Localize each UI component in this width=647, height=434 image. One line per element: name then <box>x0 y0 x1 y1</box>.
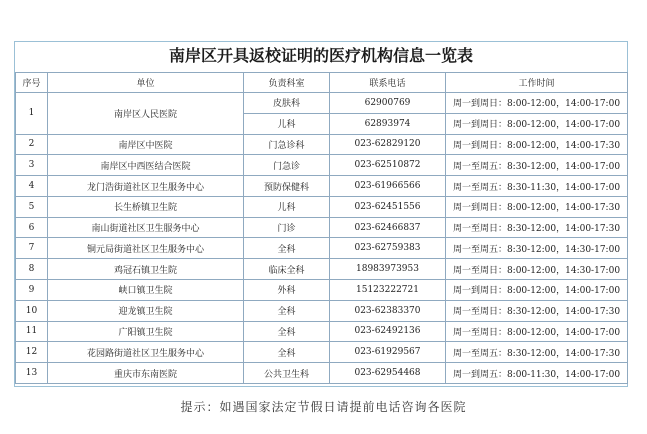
table-row <box>16 259 628 280</box>
cell-hours: 周一至周五：8:30-11:30，14:00-17:00 <box>446 176 628 197</box>
table-row <box>16 342 628 363</box>
table-row <box>16 134 628 155</box>
cell-phone: 023-62759383 <box>330 238 446 259</box>
cell-phone: 023-62954468 <box>330 363 446 384</box>
page-title: 南岸区开具返校证明的医疗机构信息一览表 <box>168 46 473 65</box>
header-phone: 联系电话 <box>330 73 446 93</box>
cell-dept: 全科 <box>244 321 330 342</box>
cell-phone: 62893974 <box>330 113 446 134</box>
cell-no: 2 <box>16 134 48 155</box>
cell-unit: 迎龙镇卫生院 <box>48 300 244 321</box>
institution-table <box>15 72 628 384</box>
table-row <box>16 300 628 321</box>
cell-hours: 周一至周日：8:30-12:00，14:00-17:30 <box>446 217 628 238</box>
cell-unit: 广阳镇卫生院 <box>48 321 244 342</box>
cell-phone: 18983973953 <box>330 259 446 280</box>
cell-dept: 全科 <box>244 238 330 259</box>
cell-dept: 门诊 <box>244 217 330 238</box>
cell-phone: 023-62829120 <box>330 134 446 155</box>
cell-hours: 周一至周五：8:30-12:00，14:30-17:00 <box>446 238 628 259</box>
header-row <box>16 73 628 93</box>
cell-dept: 门急诊 <box>244 155 330 176</box>
cell-phone: 15123222721 <box>330 280 446 301</box>
cell-hours: 周一至周五：8:30-12:00，14:00-17:30 <box>446 342 628 363</box>
header-no: 序号 <box>16 73 48 93</box>
cell-hours: 周一到周日：8:00-12:00，14:00-17:30 <box>446 196 628 217</box>
cell-no: 4 <box>16 176 48 197</box>
cell-hours: 周一至周日：8:30-12:00，14:00-17:30 <box>446 300 628 321</box>
cell-dept: 全科 <box>244 342 330 363</box>
cell-hours: 周一至周日：8:00-12:00，14:00-17:00 <box>446 321 628 342</box>
header-unit: 单位 <box>48 73 244 93</box>
cell-no: 6 <box>16 217 48 238</box>
table-row <box>16 321 628 342</box>
cell-unit: 鸡冠石镇卫生院 <box>48 259 244 280</box>
cell-phone: 62900769 <box>330 93 446 114</box>
table-row <box>16 280 628 301</box>
cell-unit: 南山街道社区卫生服务中心 <box>48 217 244 238</box>
cell-phone: 023-61966566 <box>330 176 446 197</box>
table-row <box>16 363 628 384</box>
cell-unit: 峡口镇卫生院 <box>48 280 244 301</box>
cell-no: 3 <box>16 155 48 176</box>
cell-hours: 周一至周日：8:00-12:00，14:30-17:00 <box>446 259 628 280</box>
table-row <box>16 93 628 114</box>
cell-phone: 023-62383370 <box>330 300 446 321</box>
table-body <box>16 93 628 384</box>
cell-phone: 023-62492136 <box>330 321 446 342</box>
header-hours: 工作时间 <box>446 73 628 93</box>
cell-hours: 周一到周五：8:00-11:30，14:00-17:00 <box>446 363 628 384</box>
table-row <box>16 176 628 197</box>
cell-no: 8 <box>16 259 48 280</box>
cell-dept: 公共卫生科 <box>244 363 330 384</box>
cell-hours: 周一到周日：8:00-12:00，14:00-17:00 <box>446 113 628 134</box>
table-row <box>16 155 628 176</box>
footer-note: 提示：如遇国家法定节假日请提前电话咨询各医院 <box>180 400 467 414</box>
cell-dept: 门急诊科 <box>244 134 330 155</box>
cell-no: 1 <box>16 93 48 135</box>
cell-dept: 临床全科 <box>244 259 330 280</box>
cell-dept: 皮肤科 <box>244 93 330 114</box>
cell-unit: 南岸区中西医结合医院 <box>48 155 244 176</box>
cell-unit: 南岸区人民医院 <box>48 93 244 135</box>
header-dept: 负责科室 <box>244 73 330 93</box>
cell-hours: 周一到周日：8:00-12:00，14:00-17:30 <box>446 134 628 155</box>
cell-no: 13 <box>16 363 48 384</box>
cell-unit: 长生桥镇卫生院 <box>48 196 244 217</box>
cell-unit: 龙门浩街道社区卫生服务中心 <box>48 176 244 197</box>
cell-no: 9 <box>16 280 48 301</box>
cell-no: 5 <box>16 196 48 217</box>
cell-phone: 023-62466837 <box>330 217 446 238</box>
cell-unit: 铜元局街道社区卫生服务中心 <box>48 238 244 259</box>
cell-hours: 周一到周日：8:00-12:00，14:00-17:00 <box>446 93 628 114</box>
cell-dept: 预防保健科 <box>244 176 330 197</box>
cell-phone: 023-61929567 <box>330 342 446 363</box>
cell-no: 12 <box>16 342 48 363</box>
cell-phone: 023-62510872 <box>330 155 446 176</box>
cell-hours: 周一到周日：8:00-12:00，14:00-17:00 <box>446 280 628 301</box>
cell-no: 10 <box>16 300 48 321</box>
cell-dept: 全科 <box>244 300 330 321</box>
cell-no: 7 <box>16 238 48 259</box>
cell-dept: 儿科 <box>244 113 330 134</box>
cell-dept: 外科 <box>244 280 330 301</box>
cell-phone: 023-62451556 <box>330 196 446 217</box>
table-row <box>16 196 628 217</box>
table-row <box>16 238 628 259</box>
cell-unit: 南岸区中医院 <box>48 134 244 155</box>
table-row <box>16 217 628 238</box>
cell-unit: 重庆市东南医院 <box>48 363 244 384</box>
cell-hours: 周一至周五：8:30-12:00，14:00-17:00 <box>446 155 628 176</box>
cell-no: 11 <box>16 321 48 342</box>
cell-unit: 花园路街道社区卫生服务中心 <box>48 342 244 363</box>
cell-dept: 儿科 <box>244 196 330 217</box>
